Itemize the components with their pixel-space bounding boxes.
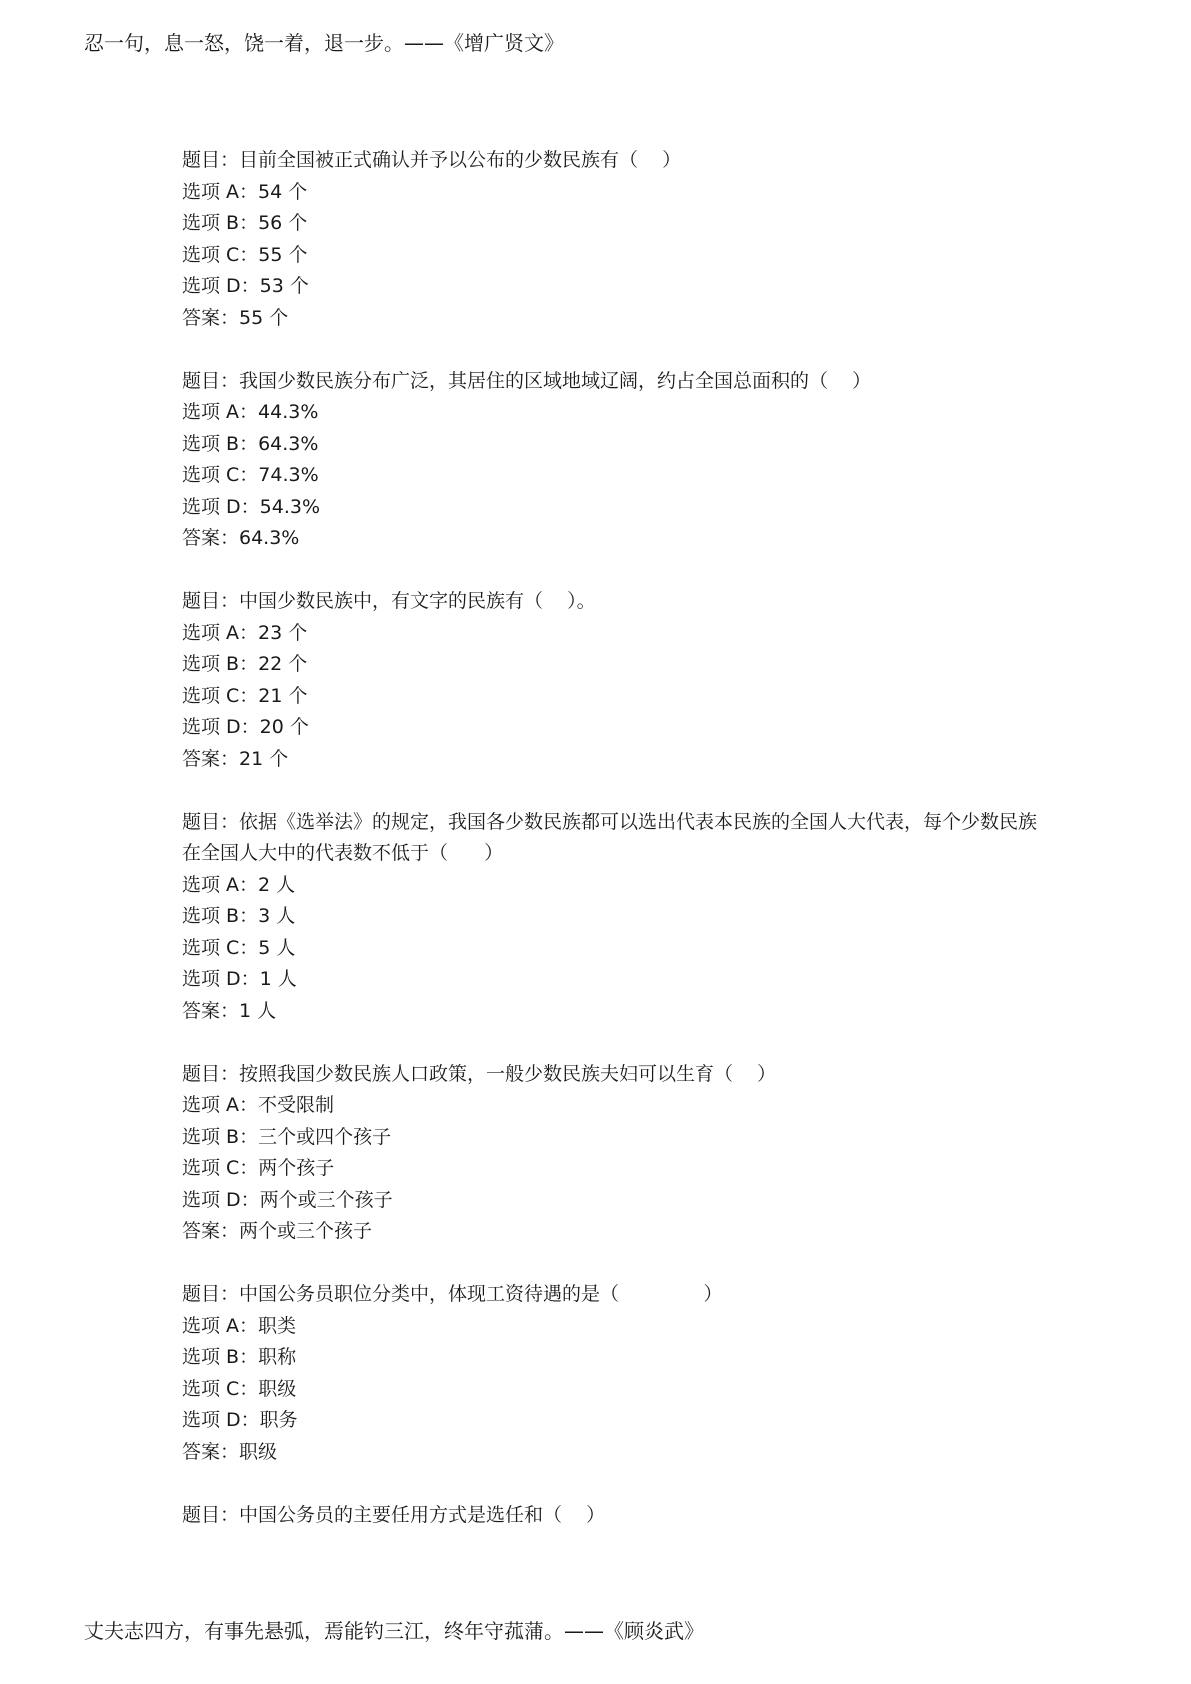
question-text: 题目：依据《选举法》的规定，我国各少数民族都可以选出代表本民族的全国人大代表，每个少数民族在全国人大中的代表数不低于（ ）	[182, 810, 1038, 864]
question-block	[182, 366, 1042, 555]
question-block	[182, 586, 1042, 775]
option-b: 选项 B：3 人	[182, 905, 296, 927]
option-a: 选项 A：44.3%	[182, 401, 319, 423]
question-text: 题目：我国少数民族分布广泛，其居住的区域地域辽阔，约占全国总面积的（ ）	[182, 369, 872, 392]
question-block	[182, 1500, 1042, 1532]
option-d: 选项 D：20 个	[182, 716, 309, 738]
answer-text: 答案：55 个	[182, 306, 289, 329]
answer-text: 答案：职级	[182, 1440, 278, 1463]
answer-text: 答案：两个或三个孩子	[182, 1220, 373, 1242]
option-a: 选项 A：职类	[182, 1314, 297, 1337]
option-d: 选项 D：53 个	[182, 275, 309, 297]
option-a: 选项 A：2 人	[182, 873, 296, 896]
option-a: 选项 A：54 个	[182, 180, 308, 203]
option-d: 选项 D：54.3%	[182, 495, 321, 518]
question-block	[182, 1059, 1042, 1248]
answer-text: 答案：64.3%	[182, 527, 300, 549]
question-block	[182, 807, 1042, 1028]
option-c: 选项 C：5 人	[182, 936, 296, 959]
question-text: 题目：目前全国被正式确认并予以公布的少数民族有（ ）	[182, 149, 682, 171]
option-a: 选项 A：23 个	[182, 621, 308, 644]
option-b: 选项 B：三个或四个孩子	[182, 1125, 392, 1148]
question-text: 题目：中国公务员的主要任用方式是选任和（ ）	[182, 1503, 606, 1526]
option-c: 选项 C：21 个	[182, 684, 308, 707]
footer-quote: 丈夫志四方，有事先悬弧，焉能钓三江，终年守菰蒲。——《顾炎武》	[84, 1619, 704, 1643]
option-b: 选项 B：64.3%	[182, 432, 319, 455]
question-block	[182, 145, 1042, 334]
answer-text: 答案：21 个	[182, 747, 289, 770]
option-a: 选项 A：不受限制	[182, 1094, 335, 1116]
option-b: 选项 B：22 个	[182, 653, 308, 675]
option-d: 选项 D：职务	[182, 1409, 298, 1431]
option-b: 选项 B：职称	[182, 1346, 297, 1368]
question-block	[182, 1279, 1042, 1468]
option-c: 选项 C：职级	[182, 1377, 297, 1400]
option-d: 选项 D：1 人	[182, 968, 297, 990]
option-d: 选项 D：两个或三个孩子	[182, 1188, 393, 1211]
question-text: 题目：按照我国少数民族人口政策，一般少数民族夫妇可以生育（ ）	[182, 1062, 777, 1085]
question-text: 题目：中国公务员职位分类中，体现工资待遇的是（ ）	[182, 1283, 723, 1305]
question-text: 题目：中国少数民族中，有文字的民族有（ ）。	[182, 590, 596, 612]
question-list	[182, 145, 1042, 1563]
header-quote: 忍一句，息一怒，饶一着，退一步。——《增广贤文》	[84, 31, 564, 55]
option-b: 选项 B：56 个	[182, 212, 308, 234]
option-c: 选项 C：55 个	[182, 243, 308, 266]
answer-text: 答案：1 人	[182, 999, 277, 1022]
option-c: 选项 C：74.3%	[182, 464, 319, 486]
option-c: 选项 C：两个孩子	[182, 1157, 335, 1179]
